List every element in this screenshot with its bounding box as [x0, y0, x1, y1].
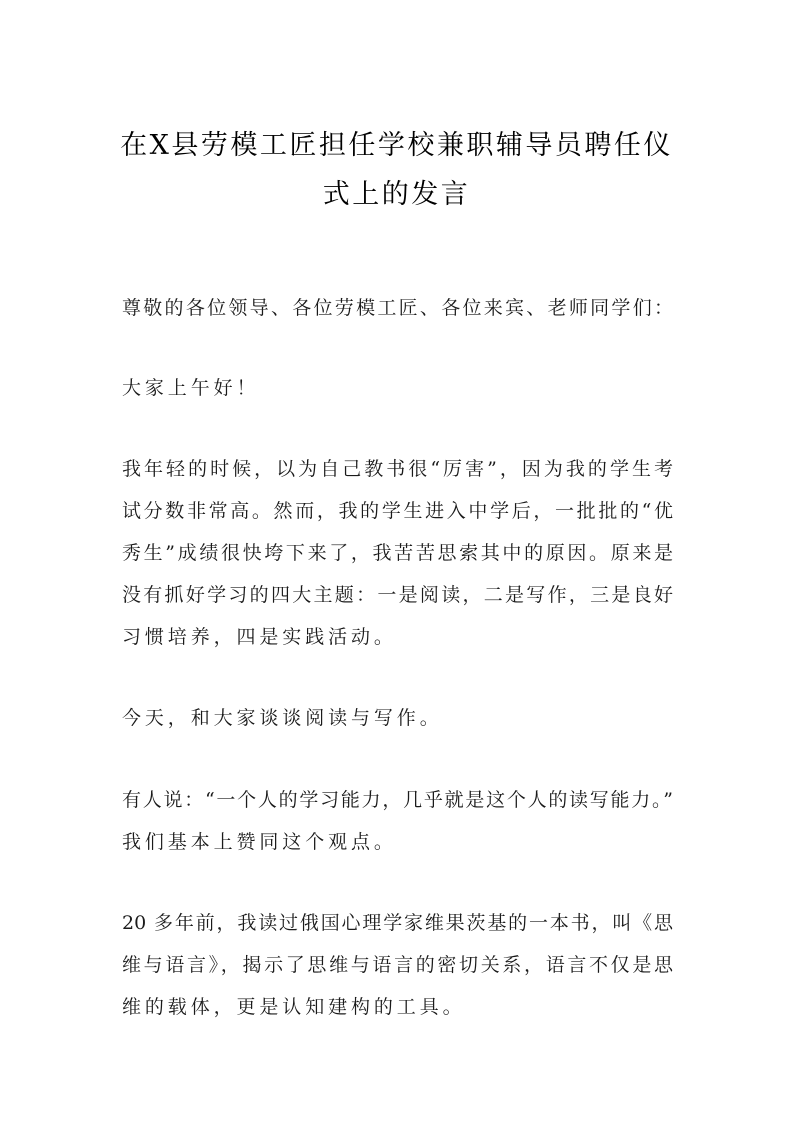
paragraph-2-line-4: 没有抓好学习的四大主题：一是阅读，二是写作，三是良好	[122, 584, 673, 606]
paragraph-4-line-1: 有人说：“一个人的学习能力，几乎就是这个人的读写能力。”	[122, 789, 673, 811]
paragraph-2-line-3: 秀生”成绩很快垮下来了，我苦苦思索其中的原因。原来是	[122, 542, 673, 564]
paragraph-5-line-2: 维与语言》，揭示了思维与语言的密切关系，语言不仅是思	[122, 954, 673, 976]
paragraph-2-line-2: 试分数非常高。然而，我的学生进入中学后，一批批的“优	[122, 500, 673, 522]
greeting-line: 大家上午好！	[122, 377, 260, 399]
salutation-line: 尊敬的各位领导、各位劳模工匠、各位来宾、老师同学们：	[122, 297, 673, 319]
paragraph-2-line-1: 我年轻的时候，以为自己教书很“厉害”，因为我的学生考	[122, 458, 673, 480]
paragraph-4-line-2: 我们基本上赞同这个观点。	[122, 831, 397, 853]
paragraph-2-line-5: 习惯培养，四是实践活动。	[122, 626, 397, 648]
paragraph-5-line-3: 维的载体，更是认知建构的工具。	[122, 996, 466, 1018]
paragraph-5-line-1: 20 多年前，我读过俄国心理学家维果茨基的一本书，叫《思	[122, 912, 673, 934]
document-title-line-2: 式上的发言	[322, 179, 471, 210]
paragraph-3-line-1: 今天，和大家谈谈阅读与写作。	[122, 707, 443, 729]
document-title-line-1: 在X县劳模工匠担任学校兼职辅导员聘任仪	[120, 130, 673, 161]
